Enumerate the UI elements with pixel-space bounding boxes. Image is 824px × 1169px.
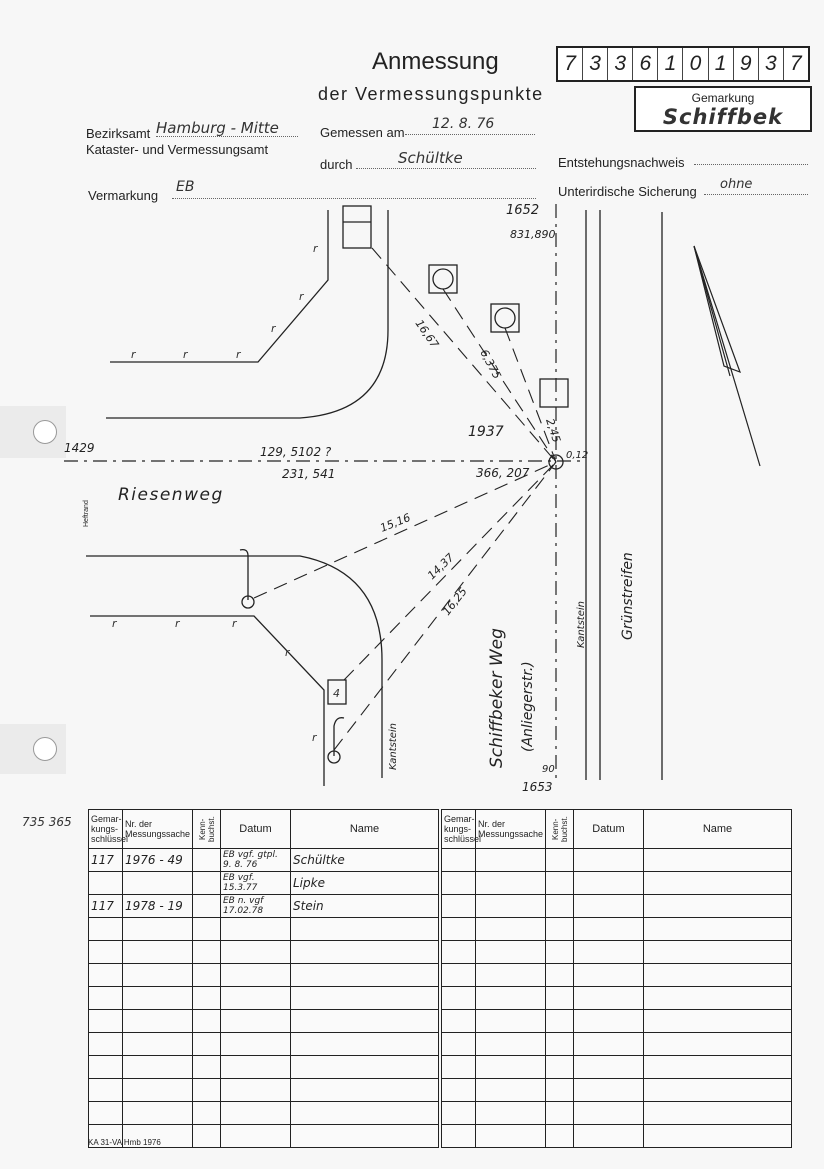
table-cell-name [291, 1125, 439, 1148]
table-cell-gem [89, 1079, 123, 1102]
gemessen-value: 12. 8. 76 [432, 116, 495, 132]
tie-line-2 [505, 328, 556, 462]
header-kenn: Kenn-buchst. [546, 810, 574, 849]
table-cell-empty [442, 1056, 476, 1079]
table-cell-kenn [193, 1010, 221, 1033]
table-cell-datum [221, 987, 291, 1010]
box-mark: 4 [333, 687, 340, 700]
table-cell-datum [221, 1010, 291, 1033]
table-cell-empty [644, 987, 792, 1010]
table-cell-empty [574, 1125, 644, 1148]
object-circle-1 [433, 269, 453, 289]
curb-mark: r [299, 290, 304, 303]
table-cell-empty [644, 964, 792, 987]
table-cell-gem [89, 941, 123, 964]
table-cell-nr [123, 941, 193, 964]
gemessen-label: Gemessen am [320, 125, 405, 140]
curb-upper-right [106, 210, 388, 418]
distance-upper: 129, 5102 ? [260, 445, 332, 459]
table-cell-empty [644, 1079, 792, 1102]
table-cell-kenn [193, 872, 221, 895]
measure-16-67: 16,67 [412, 317, 442, 351]
table-cell-empty [574, 918, 644, 941]
table-cell-empty [442, 849, 476, 872]
table-cell-datum [221, 918, 291, 941]
table-cell-empty [574, 964, 644, 987]
header-gemarkung: Gemar-kungs-schlüssel [89, 810, 123, 849]
kantstein-label-east: Kantstein [576, 601, 587, 648]
measure-15-16: 15,16 [378, 510, 413, 535]
table-cell-kenn [193, 1079, 221, 1102]
record-table-right [441, 809, 792, 1148]
table-cell-gem [89, 1102, 123, 1125]
table-cell-empty [546, 941, 574, 964]
distance-right: 366, 207 [476, 466, 530, 480]
header-datum: Datum [221, 810, 291, 849]
table-cell-kenn [193, 895, 221, 918]
curb-mark: r [285, 646, 290, 659]
table-cell-nr [123, 918, 193, 941]
table-cell-name [291, 1079, 439, 1102]
curb-mark: r [313, 242, 318, 255]
curb-upper-left [110, 210, 328, 362]
street-schiffbeker-weg: Schiffbeker Weg [487, 628, 507, 768]
table-row [89, 1102, 439, 1125]
doc-digit: 0 [682, 48, 707, 80]
table-cell-empty [574, 1102, 644, 1125]
table-cell-empty [644, 1010, 792, 1033]
table-row-empty [442, 918, 792, 941]
table-cell-empty [574, 1056, 644, 1079]
distance-small: 0,12 [566, 450, 589, 461]
main-point-label: 1937 [468, 424, 504, 440]
table-cell-name [291, 964, 439, 987]
sicherung-label: Unterirdische Sicherung [558, 184, 697, 199]
table-row-empty [442, 872, 792, 895]
table-cell-gem [89, 987, 123, 1010]
point-1652: 1652 [506, 203, 540, 218]
table-cell-empty [546, 849, 574, 872]
doc-digit: 7 [564, 52, 576, 75]
table-cell-empty [644, 941, 792, 964]
table-cell-datum [221, 964, 291, 987]
kantstein-label-west: Kantstein [388, 723, 399, 770]
table-row-empty [442, 964, 792, 987]
table-cell-empty [476, 895, 546, 918]
entstehung-label: Entstehungsnachweis [558, 155, 685, 170]
form-title: Anmessung [372, 48, 499, 75]
curb-mark: r [131, 348, 136, 361]
table-row [89, 1033, 439, 1056]
north-arrow-icon [694, 246, 760, 466]
table-row-empty [442, 1079, 792, 1102]
table-cell-empty [442, 872, 476, 895]
table-cell-empty [476, 872, 546, 895]
table-row-empty [442, 1033, 792, 1056]
table-cell-empty [442, 1102, 476, 1125]
table-cell-datum [221, 941, 291, 964]
table-row [89, 1010, 439, 1033]
table-cell-datum [221, 1033, 291, 1056]
table-cell-empty [546, 1125, 574, 1148]
table-cell-empty [574, 895, 644, 918]
point-1653: 1653 [522, 780, 553, 794]
record-table-left-body [89, 849, 439, 1148]
table-cell-empty [546, 1079, 574, 1102]
bezirksamt-label: Bezirksamt [86, 126, 151, 141]
form-footer: KA 31-VA Hmb 1976 [88, 1138, 161, 1147]
table-cell-name [291, 987, 439, 1010]
table-cell-empty [574, 872, 644, 895]
form-subtitle: der Vermessungspunkte [318, 84, 544, 104]
street-anliegerstr: (Anliegerstr.) [520, 661, 536, 752]
table-cell-datum [221, 1056, 291, 1079]
table-cell-name [291, 1033, 439, 1056]
table-row-empty [442, 849, 792, 872]
table-row [89, 918, 439, 941]
measure-6-375: 6,375 [477, 347, 504, 382]
curb-mark: r [112, 617, 117, 630]
table-cell-datum [221, 1079, 291, 1102]
measure-2-45: 2,45 [543, 416, 564, 445]
table-cell-datum: EB vgf. gtpl. 9. 8. 76 [221, 849, 291, 872]
table-row [89, 964, 439, 987]
table-cell-name: Stein [291, 895, 439, 918]
table-row-empty [442, 1010, 792, 1033]
curb-lower-left [90, 616, 324, 786]
table-row [89, 849, 439, 872]
object-circle-2 [495, 308, 515, 328]
table-cell-empty [442, 1033, 476, 1056]
table-cell-name [291, 1102, 439, 1125]
table-cell-kenn [193, 964, 221, 987]
table-cell-name: Schültke [291, 849, 439, 872]
doc-digit: 1 [657, 48, 682, 80]
table-cell-empty [476, 849, 546, 872]
record-table-left [88, 809, 439, 1148]
sicherung-value: ohne [720, 177, 753, 192]
table-row [89, 895, 439, 918]
bezirksamt-value: Hamburg - Mitte [156, 119, 279, 137]
gruenstreifen-label: Grünstreifen [620, 552, 636, 640]
table-cell-empty [546, 964, 574, 987]
table-cell-empty [476, 1010, 546, 1033]
hook-upper [240, 550, 248, 600]
table-cell-empty [442, 941, 476, 964]
curb-mark: r [175, 617, 180, 630]
table-cell-empty [574, 941, 644, 964]
table-cell-nr [123, 1010, 193, 1033]
table-cell-name [291, 941, 439, 964]
tie-line-14-37 [344, 462, 556, 680]
table-cell-nr: 1978 - 19 [123, 895, 193, 918]
table-row [89, 987, 439, 1010]
table-cell-gem [89, 872, 123, 895]
table-row [89, 872, 439, 895]
doc-digit: 7 [783, 48, 808, 80]
measure-16-25: 16,25 [440, 585, 470, 618]
durch-label: durch [320, 157, 353, 172]
table-cell-name [291, 1056, 439, 1079]
tie-line-16-67 [372, 248, 556, 462]
table-cell-name [291, 1010, 439, 1033]
table-row-empty [442, 987, 792, 1010]
table-cell-kenn [193, 1033, 221, 1056]
side-note: 735 365 [22, 815, 72, 829]
table-cell-empty [476, 1102, 546, 1125]
distance-lower: 231, 541 [282, 467, 336, 481]
record-table-right-body [442, 849, 792, 1148]
durch-value: Schültke [398, 149, 463, 167]
curb-mark: r [271, 322, 276, 335]
table-cell-empty [644, 895, 792, 918]
table-row-empty [442, 1125, 792, 1148]
table-cell-nr [123, 1033, 193, 1056]
table-cell-gem: 117 [89, 849, 123, 872]
table-cell-empty [442, 987, 476, 1010]
doc-digit: 3 [758, 48, 783, 80]
table-cell-empty [644, 918, 792, 941]
table-row-empty [442, 941, 792, 964]
curb-mark: r [312, 731, 317, 744]
object-square-3 [540, 379, 568, 407]
amt-label: Kataster- und Vermessungsamt [86, 142, 269, 157]
header-datum: Datum [574, 810, 644, 849]
table-cell-datum: EB n. vgf 17.02.78 [221, 895, 291, 918]
header-name: Name [644, 810, 792, 849]
table-cell-empty [442, 1010, 476, 1033]
table-cell-empty [546, 895, 574, 918]
table-cell-empty [644, 1033, 792, 1056]
table-cell-empty [644, 1125, 792, 1148]
table-cell-datum [221, 1102, 291, 1125]
table-row-empty [442, 1102, 792, 1125]
table-cell-gem [89, 1010, 123, 1033]
table-cell-name [291, 918, 439, 941]
table-cell-nr [123, 1056, 193, 1079]
table-cell-empty [644, 849, 792, 872]
table-cell-empty [476, 964, 546, 987]
table-cell-kenn [193, 849, 221, 872]
table-cell-kenn [193, 1102, 221, 1125]
table-cell-nr [123, 964, 193, 987]
tie-line-15-16 [254, 462, 556, 598]
table-cell-empty [574, 987, 644, 1010]
table-cell-empty [644, 872, 792, 895]
table-cell-empty [476, 1056, 546, 1079]
table-cell-empty [574, 1010, 644, 1033]
curb-mark: r [183, 348, 188, 361]
measure-90: 90 [542, 764, 555, 775]
table-cell-empty [546, 872, 574, 895]
table-cell-gem [89, 1056, 123, 1079]
heftrand-label: Heftrand [83, 500, 90, 527]
table-cell-kenn [193, 1056, 221, 1079]
table-cell-empty [546, 987, 574, 1010]
table-cell-empty [574, 1033, 644, 1056]
table-cell-empty [476, 987, 546, 1010]
table-cell-empty [546, 1102, 574, 1125]
table-cell-nr [123, 1102, 193, 1125]
table-cell-empty [442, 1125, 476, 1148]
table-cell-empty [644, 1056, 792, 1079]
curb-mark: r [232, 617, 237, 630]
measure-14-37: 14,37 [425, 550, 457, 583]
vermarkung-value: EB [176, 179, 195, 195]
table-cell-nr [123, 872, 193, 895]
table-cell-empty [546, 1056, 574, 1079]
header-gemarkung: Gemar-kungs-schlüssel [442, 810, 476, 849]
table-cell-gem [89, 1033, 123, 1056]
hook-lower [334, 718, 344, 756]
street-riesenweg: Riesenweg [118, 485, 224, 505]
table-cell-datum [221, 1125, 291, 1148]
object-box-top [343, 206, 371, 248]
table-cell-kenn [193, 918, 221, 941]
table-cell-kenn [193, 987, 221, 1010]
table-cell-empty [546, 1033, 574, 1056]
gemarkung-label: Gemarkung [691, 91, 755, 105]
table-row-empty [442, 1056, 792, 1079]
table-cell-nr: 1976 - 49 [123, 849, 193, 872]
table-cell-kenn [193, 941, 221, 964]
table-row [89, 941, 439, 964]
table-cell-empty [442, 1079, 476, 1102]
table-cell-gem [89, 964, 123, 987]
doc-digit: 3 [607, 48, 632, 80]
table-cell-kenn [193, 1125, 221, 1148]
header-nr: Nr. der Messungssache [476, 810, 546, 849]
gemarkung-value: Schiffbek [662, 105, 784, 129]
table-cell-empty [546, 918, 574, 941]
table-cell-empty [644, 1102, 792, 1125]
table-cell-gem [89, 918, 123, 941]
vermarkung-label: Vermarkung [88, 188, 159, 203]
table-cell-empty [476, 918, 546, 941]
table-cell-empty [442, 918, 476, 941]
doc-digit: 3 [582, 48, 607, 80]
table-row-empty [442, 895, 792, 918]
table-cell-empty [476, 1033, 546, 1056]
table-cell-empty [476, 941, 546, 964]
table-cell-name: Lipke [291, 872, 439, 895]
doc-digit: 6 [632, 48, 657, 80]
table-cell-empty [574, 849, 644, 872]
header-name: Name [291, 810, 439, 849]
doc-digit: 9 [733, 48, 758, 80]
point-1429: 1429 [64, 441, 95, 455]
curb-mark: r [236, 348, 241, 361]
table-cell-empty [476, 1079, 546, 1102]
table-row [89, 1056, 439, 1079]
table-row [89, 1079, 439, 1102]
table-cell-empty [442, 895, 476, 918]
table-cell-nr [123, 987, 193, 1010]
table-cell-gem: 117 [89, 895, 123, 918]
doc-digit: 1 [708, 48, 733, 80]
table-cell-nr [123, 1079, 193, 1102]
header-nr: Nr. der Messungssache [123, 810, 193, 849]
table-cell-empty [546, 1010, 574, 1033]
table-cell-datum: EB vgf. 15.3.77 [221, 872, 291, 895]
table-cell-empty [476, 1125, 546, 1148]
table-cell-empty [442, 964, 476, 987]
point-1652-coordinate: 831,890 [510, 228, 556, 241]
table-cell-empty [574, 1079, 644, 1102]
header-kenn: Kenn-buchst. [193, 810, 221, 849]
